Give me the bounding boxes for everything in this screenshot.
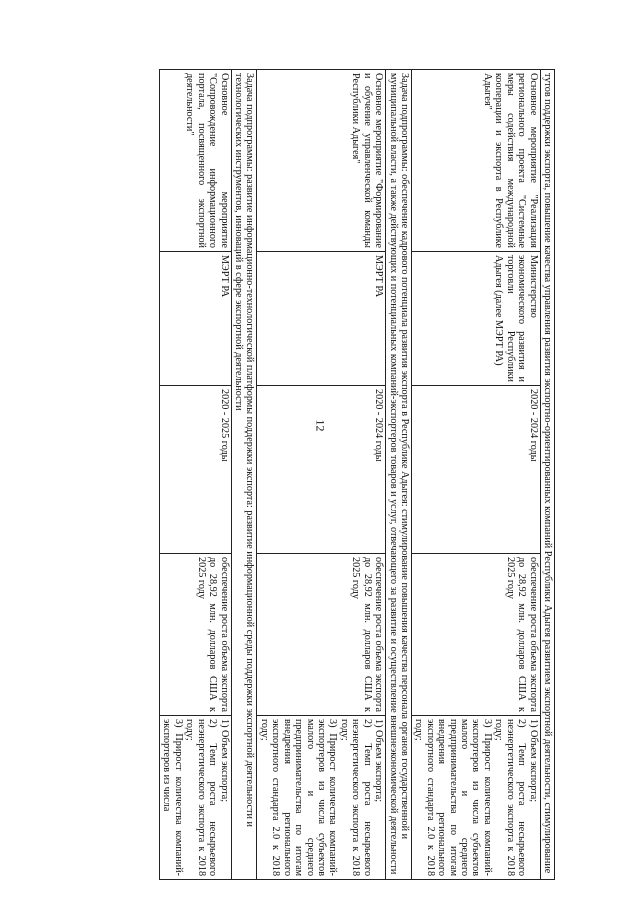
period-cell: 2020 - 2025 годы [160,386,232,554]
event-cell: Основное мероприятие "Реализация регионального проекта "Системные меры содействия международной кооперации и экспорта в Республике Адыгея" [411,70,540,252]
executor-cell: Министерство экономического развития и торговли Республики Адыгея (далее МЭРТ РА) [411,252,540,386]
indicators-cell: 1) Объем экспорта; 2) Темп роста несырьевого неэнергетического экспорта к 2018 году; 3) Прирост количества компаний-экспортеров из числа [160,716,232,880]
program-table [159,69,555,880]
heading-row-3 [231,70,257,880]
executor-cell: МЭРТ РА [160,252,232,386]
executor-cell: МЭРТ РА [257,252,386,386]
table-row [257,70,386,880]
section-heading-2: Задача подпрограммы: обеспечение кадрового потенциала развития экспорта в Республике Адыгея: стимулирование повышения качества персонала органов государственной и муниципальной власти, а также действующих и потенциальных компаний-экспортеров товаров и услуг, отвечающего за развитие и осуществление внешнеэкономической деятельности [386,70,412,880]
heading-row-1 [540,70,554,880]
period-cell: 2020 - 2024 годы [257,386,386,554]
section-heading-1: тутов поддержки экспорта, повышение качества управления развития экспортно-ориентированных компаний Республики Адыгея развитием экспортной деятельности, стимулирование [540,70,554,880]
result-cell: обеспечение роста объема экспорта до 28,92 млн. долларов США к 2025 году [160,554,232,716]
event-cell: Основное мероприятие "Формирование и обучение управленческой команды Республики Адыгея" [257,70,386,252]
rotated-table-sheet [85,69,555,879]
table-row [160,70,232,880]
page-number: 12 [313,419,328,432]
result-cell: обеспечение роста объема экспорта до 28,92 млн. долларов США к 2025 году [257,554,386,716]
section-heading-3: Задача подпрограммы: развитие информационно-технологической платформы поддержки экспорта: развитие информационной среды поддержки экспортной деятельности и технологических инструментов, инноваций в сфере экспортной деятельности [231,70,257,880]
indicators-cell: 1) Объем экспорта; 2) Темп роста несырьевого неэнергетического экспорта к 2018 году; 3) Прирост количества компаний-экспортеров из числа субъектов малого и среднего предпринимательства по итогам внедрения регионального экспортного стандарта 2.0 к 2018 году; [411,716,540,880]
period-cell: 2020 - 2024 годы [411,386,540,554]
event-cell: Основное мероприятие "Сопровождение информационного портала, посвященного экспортной деятельности" [160,70,232,252]
table-row [411,70,540,880]
indicators-cell: 1) Объем экспорта; 2) Темп роста несырьевого неэнергетического экспорта к 2018 году; 3) Прирост количества компаний-экспортеров из числа субъектов малого и среднего предпринимательства по итогам внедрения регионального экспортного стандарта 2.0 к 2018 году; [257,716,386,880]
result-cell: обеспечение роста объема экспорта до 28,92 млн. долларов США к 2025 году [411,554,540,716]
heading-row-2 [386,70,412,880]
